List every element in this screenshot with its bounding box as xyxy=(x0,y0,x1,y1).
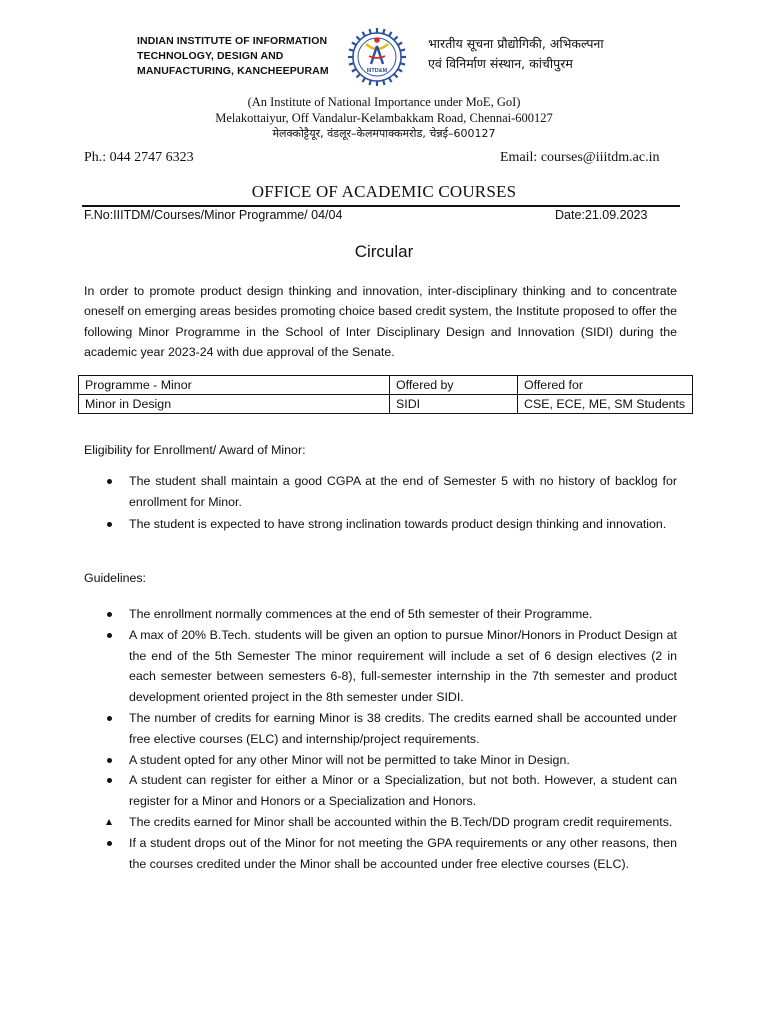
gear-tooth xyxy=(394,36,398,40)
guideline-item-text: The number of credits for earning Minor is 38 credits. The credits earned shall be accounted under free elective courses (ELC) and internship/project requirements. xyxy=(129,710,677,746)
gear-tooth xyxy=(369,80,370,85)
list-item xyxy=(84,604,677,625)
institute-name-hi-line-1: भारतीय सूचना प्रौद्योगिकी, अभिकल्पना xyxy=(428,36,604,51)
guideline-item-text: The enrollment normally commences at the end of 5th semester of their Programme. xyxy=(129,607,593,621)
list-item xyxy=(84,812,677,833)
gear-tooth xyxy=(398,69,402,72)
address-line-hindi: मेलक्कोट्टैयूर, वंडलूर–केलमपाक्कमरोड, चेन्नई–600127 xyxy=(272,127,496,140)
gear-tooth xyxy=(400,49,405,50)
guideline-item-text: The credits earned for Minor shall be accounted within the B.Tech/DD program credit requirements. xyxy=(129,814,673,829)
table-cell-programme: Minor in Design xyxy=(79,395,390,414)
institute-name-english xyxy=(137,34,337,79)
file-number: F.No:IIITDM/Courses/Minor Programme/ 04/04 xyxy=(84,208,343,222)
institute-address xyxy=(0,94,768,142)
circular-date: Date:21.09.2023 xyxy=(555,208,648,222)
gear-tooth xyxy=(352,43,356,46)
iiitdm-emblem-svg xyxy=(340,20,414,94)
table-row xyxy=(79,395,693,414)
bullet-icon xyxy=(107,612,112,617)
eligibility-list xyxy=(84,471,677,535)
list-item xyxy=(84,770,677,812)
list-item xyxy=(84,514,677,535)
minor-programme-table xyxy=(78,375,693,414)
table-cell-offered-for: CSE, ECE, ME, SM Students xyxy=(518,395,693,414)
eligibility-title: Eligibility for Enrollment/ Award of Minor: xyxy=(84,443,306,457)
bullet-icon xyxy=(107,716,112,721)
guidelines-title: Guidelines: xyxy=(84,571,146,585)
circular-heading: Circular xyxy=(354,242,414,261)
phone-number: Ph.: 044 2747 6323 xyxy=(84,150,194,165)
iiitdm-emblem-icon xyxy=(340,20,414,94)
logo-text: IIITD&M xyxy=(366,68,388,74)
triangle-bullet-icon xyxy=(106,819,112,825)
address-line-status: (An Institute of National Importance under MoE, GoI) xyxy=(247,95,521,109)
gear-tooth xyxy=(349,63,354,64)
address-line-english: Melakottaiyur, Off Vandalur-Kelambakkam Road, Chennai-600127 xyxy=(215,111,553,125)
gear-tooth xyxy=(394,74,398,78)
gear-tooth xyxy=(400,63,405,64)
bullet-icon xyxy=(107,479,112,484)
intro-paragraph: In order to promote product design thinking and innovation, inter-disciplinary thinking and to concentrate oneself on emerging areas besides promoting choice based credit system, the Institute proposed to offer the following Minor Programme in the School of Inter Disciplinary Design and Innovation (SIDI) during the academic year 2023-24 with due approval of the Senate. xyxy=(84,284,677,359)
gear-tooth xyxy=(349,49,354,50)
gear-tooth xyxy=(363,78,366,82)
bullet-icon xyxy=(107,522,112,527)
list-item xyxy=(84,625,677,708)
institute-name-hi-line-2: एवं विनिर्माण संस्थान, कांचीपुरम xyxy=(428,56,573,71)
list-item xyxy=(84,471,677,513)
eligibility-item-text: The student is expected to have strong inclination towards product design thinking and innovation. xyxy=(129,516,667,531)
list-item xyxy=(84,750,677,771)
guideline-item-text: A student opted for any other Minor will not be permitted to take Minor in Design. xyxy=(129,752,570,767)
institute-name-en-line-1: INDIAN INSTITUTE OF INFORMATION xyxy=(137,35,328,47)
gear-tooth xyxy=(389,32,392,36)
institute-name-hindi xyxy=(428,34,668,74)
institute-name-en-line-3: MANUFACTURING, KANCHEEPURAM xyxy=(137,65,329,77)
gear-tooth xyxy=(356,74,360,78)
gear-tooth xyxy=(383,80,384,85)
gear-tooth xyxy=(389,78,392,82)
institute-name-en-line-2: TECHNOLOGY, DESIGN AND xyxy=(137,50,284,62)
eligibility-item-text: The student shall maintain a good CGPA at the end of Semester 5 with no history of backlog for enrollment for Minor. xyxy=(129,474,677,509)
table-cell-offered-by: SIDI xyxy=(390,395,518,414)
gear-tooth xyxy=(383,29,384,34)
table-header-programme: Programme - Minor xyxy=(79,376,390,395)
gear-tooth xyxy=(352,69,356,72)
gear-tooth xyxy=(398,43,402,46)
header-divider xyxy=(82,205,680,207)
gear-tooth xyxy=(356,36,360,40)
email-address: Email: courses@iiitdm.ac.in xyxy=(500,150,660,165)
bullet-icon xyxy=(107,633,112,638)
list-item xyxy=(84,833,677,875)
table-header-offered-by: Offered by xyxy=(390,376,518,395)
gear-tooth xyxy=(369,29,370,34)
list-item xyxy=(84,708,677,750)
gear-tooth xyxy=(363,32,366,36)
bullet-icon xyxy=(107,778,112,783)
table-header-row xyxy=(79,376,693,395)
guideline-item-text: A student can register for either a Minor or a Specialization, but not both. However, a student can register for a Minor and Honors or a Specialization and Honors. xyxy=(129,773,677,809)
bullet-icon xyxy=(107,841,112,846)
office-title: OFFICE OF ACADEMIC COURSES xyxy=(251,182,517,201)
guidelines-list xyxy=(84,604,677,874)
table-header-offered-for: Offered for xyxy=(518,376,693,395)
bullet-icon xyxy=(107,758,112,763)
guideline-item-text: A max of 20% B.Tech. students will be given an option to pursue Minor/Honors in Product Design at the end of the 5th Semester The minor requirement will include a set of 6 design electives (2 in each semester between semesters 6-8), full-semester internship in the 7th semester and product development oriented project in the 8th semester under SIDI. xyxy=(129,627,677,705)
guideline-item-text: If a student drops out of the Minor for not meeting the GPA requirements or any other reasons, then the courses credited under the Minor shall be accounted under free elective courses (ELC). xyxy=(129,835,677,871)
